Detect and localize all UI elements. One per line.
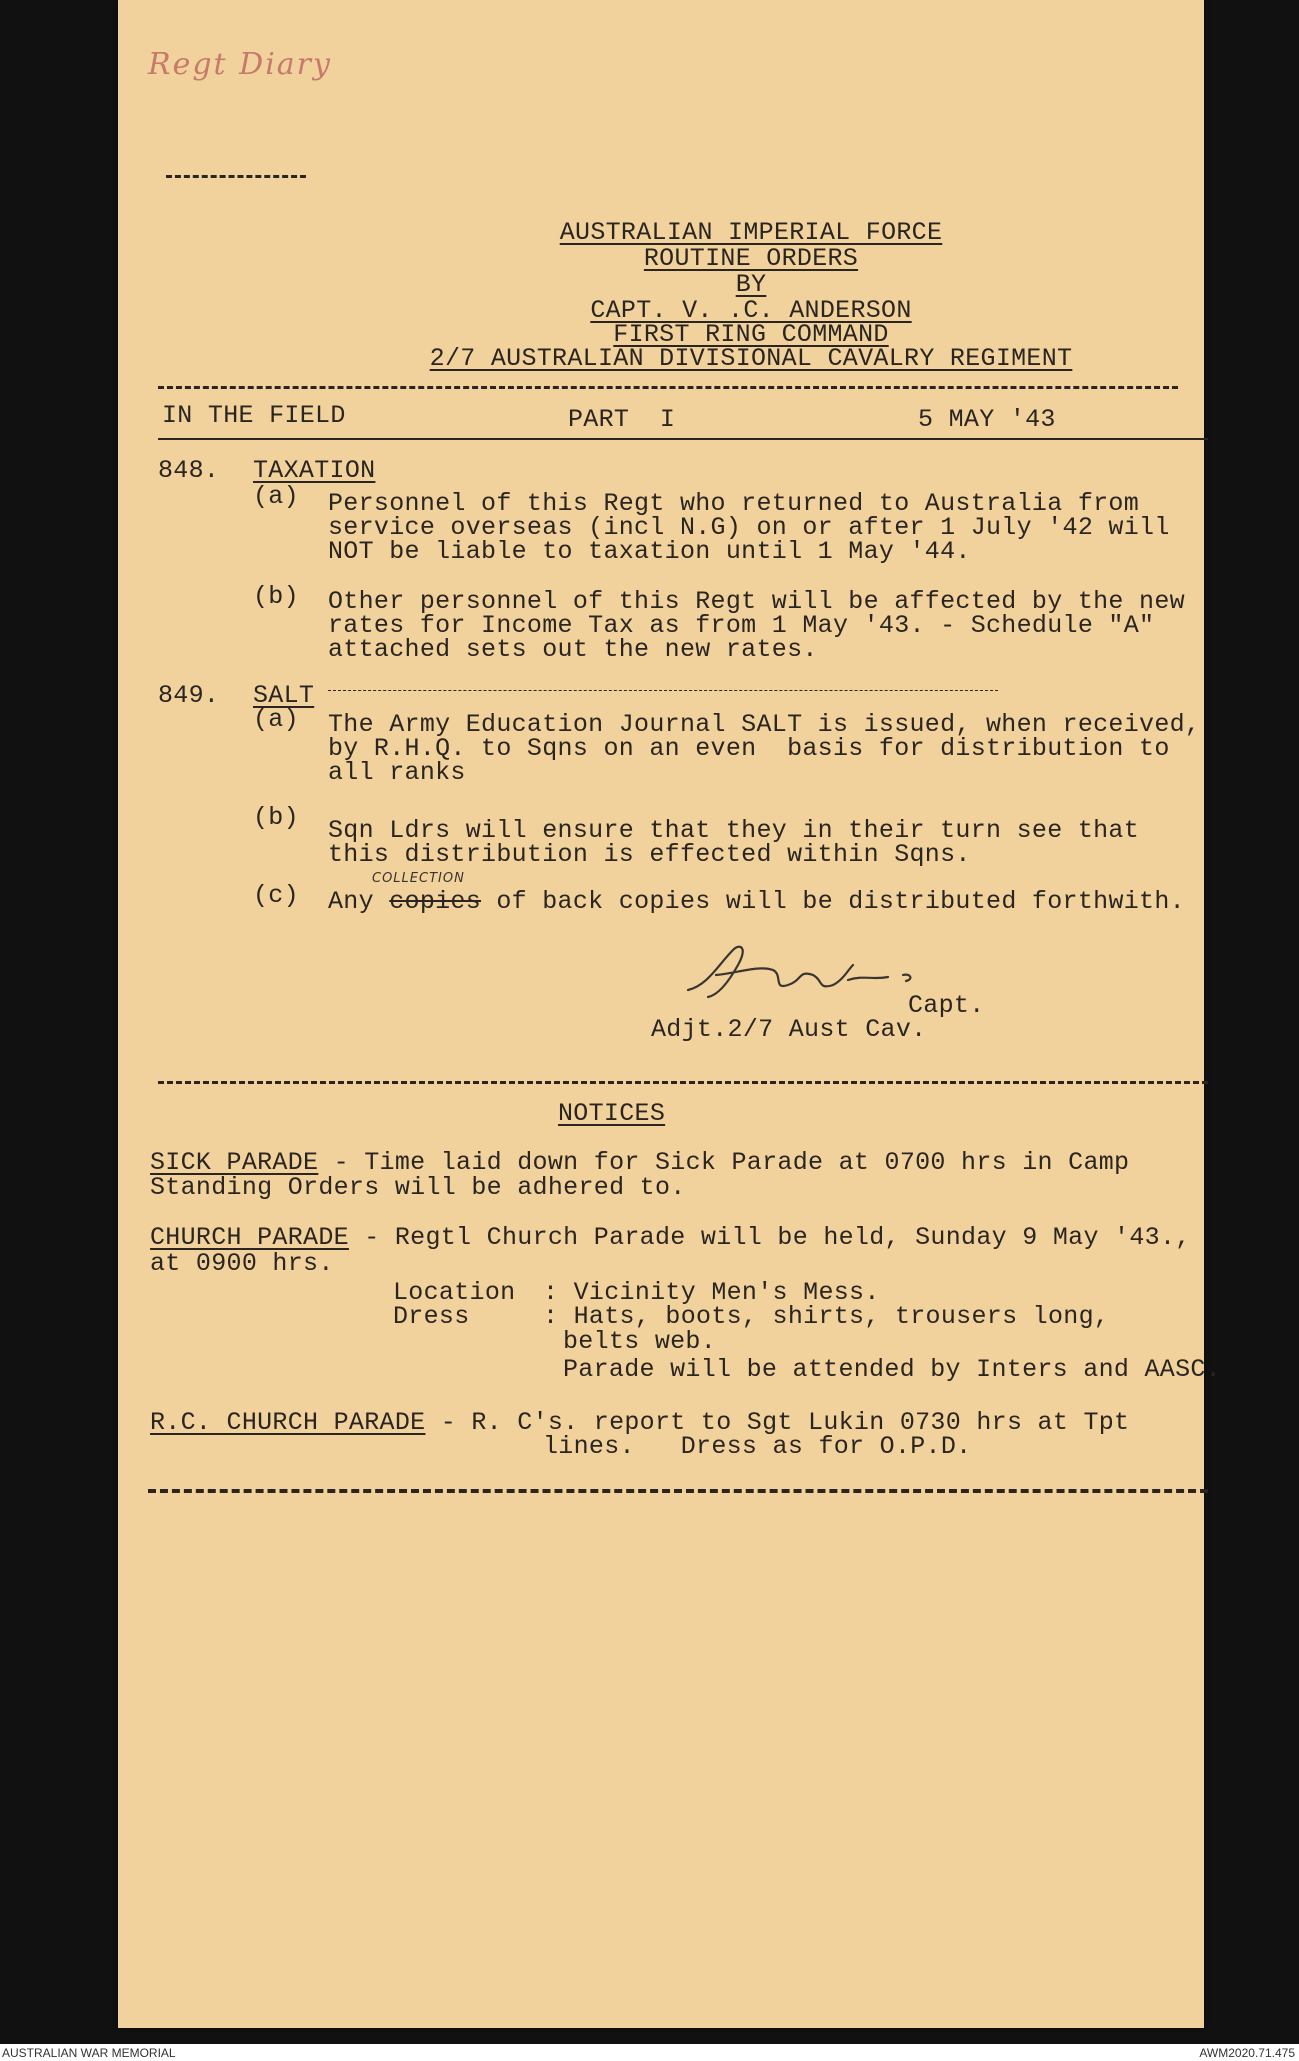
location-value: : Vicinity Men's Mess.: [543, 1278, 880, 1307]
dress-value-2: belts web.: [563, 1327, 717, 1356]
item-848-b-line-2: rates for Income Tax as from 1 May '43. - Schedule "A": [328, 611, 1155, 640]
header-line-5: FIRST RING COMMAND: [613, 320, 889, 349]
header-line-3: BY: [735, 270, 767, 299]
archive-reference: AWM2020.71.475: [1199, 2046, 1295, 2060]
notices-heading: NOTICES: [558, 1099, 666, 1128]
part-label: PART I: [568, 405, 676, 434]
bottom-rule: [148, 1489, 1208, 1493]
dress-value-1: : Hats, boots, shirts, trousers long,: [543, 1302, 1110, 1331]
item-849-c-line: [328, 889, 1185, 914]
signature-scrawl: [678, 935, 938, 1010]
top-rule: [166, 175, 306, 178]
sick-parade-text-1: - Time laid down for Sick Parade at 0700 hrs in Camp: [318, 1148, 1130, 1177]
item-849-a-label: (a): [253, 705, 299, 734]
header-line-2: ROUTINE ORDERS: [643, 244, 859, 273]
rc-parade-text-1: - R. C's. report to Sgt Lukin 0730 hrs at Tpt: [425, 1408, 1130, 1437]
item-849-b-label: (b): [253, 803, 299, 832]
handwritten-annotation: Regt Diary: [148, 47, 332, 82]
header-rule: [158, 386, 1178, 389]
item-848-a-line-1: Personnel of this Regt who returned to Australia from: [328, 489, 1140, 518]
sick-parade-heading: SICK PARADE: [150, 1148, 319, 1177]
church-parade-text-2: at 0900 hrs.: [150, 1249, 334, 1278]
signoff-title: Adjt.2/7 Aust Cav.: [651, 1015, 927, 1044]
typed-rule: [328, 690, 998, 691]
sick-parade-text-2: Standing Orders will be adhered to.: [150, 1173, 686, 1202]
church-parade-heading: CHURCH PARADE: [150, 1223, 349, 1252]
sick-parade-line-1: [150, 1150, 1129, 1175]
church-parade-text-1: - Regtl Church Parade will be held, Sunday 9 May '43.,: [348, 1223, 1191, 1252]
item-849-c-label: (c): [253, 881, 299, 910]
item-848-b-label: (b): [253, 582, 299, 611]
item-849-a-line-2: by R.H.Q. to Sqns on an even basis for distribution to: [328, 734, 1170, 763]
item-848-title: TAXATION: [253, 456, 376, 485]
item-848-b-line-3: attached sets out the new rates.: [328, 635, 818, 664]
location-label: Location: [393, 1278, 516, 1307]
item-848-number: 848.: [158, 456, 220, 485]
archive-credit: AUSTRALIAN WAR MEMORIAL: [2, 2046, 176, 2060]
header-line-4: CAPT. V. .C. ANDERSON: [590, 296, 912, 325]
item-848-b-line-1: Other personnel of this Regt will be affected by the new: [328, 587, 1185, 616]
item-849-c-struck-word: copies: [389, 887, 482, 916]
church-parade-line-1: [150, 1225, 1191, 1250]
church-attend-line: Parade will be attended by Inters and AASC.: [563, 1355, 1222, 1384]
document-page: [118, 0, 1222, 2028]
header-line-6: 2/7 AUSTRALIAN DIVISIONAL CAVALRY REGIMENT: [429, 344, 1073, 373]
item-848-a-line-2: service overseas (incl N.G) on or after 1 July '42 will: [328, 513, 1170, 542]
dress-label: Dress: [393, 1302, 470, 1331]
signoff-rank: Capt.: [908, 991, 985, 1020]
item-849-c-start: Any: [328, 887, 390, 916]
item-849-c-rest: of back copies will be distributed forthwith.: [481, 887, 1185, 916]
handwritten-insert: COLLECTION: [372, 871, 465, 886]
rc-parade-heading: R.C. CHURCH PARADE: [150, 1408, 426, 1437]
item-849-number: 849.: [158, 681, 220, 710]
item-849-a-line-1: The Army Education Journal SALT is issued, when received,: [328, 710, 1201, 739]
place-line: IN THE FIELD: [162, 401, 346, 430]
item-849-a-line-3: all ranks: [328, 758, 466, 787]
item-848-a-line-3: NOT be liable to taxation until 1 May '44.: [328, 537, 971, 566]
item-849-b-line-1: Sqn Ldrs will ensure that they in their turn see that: [328, 816, 1140, 845]
item-848-a-label: (a): [253, 482, 299, 511]
order-date: 5 MAY '43: [918, 405, 1056, 434]
header-line-1: AUSTRALIAN IMPERIAL FORCE: [559, 218, 943, 247]
notices-rule: [158, 1081, 1208, 1084]
item-849-title: SALT: [253, 681, 315, 710]
dateline-rule: [158, 438, 1208, 440]
rc-parade-text-2: lines. Dress as for O.P.D.: [543, 1432, 972, 1461]
item-849-b-line-2: this distribution is effected within Sqns.: [328, 840, 971, 869]
